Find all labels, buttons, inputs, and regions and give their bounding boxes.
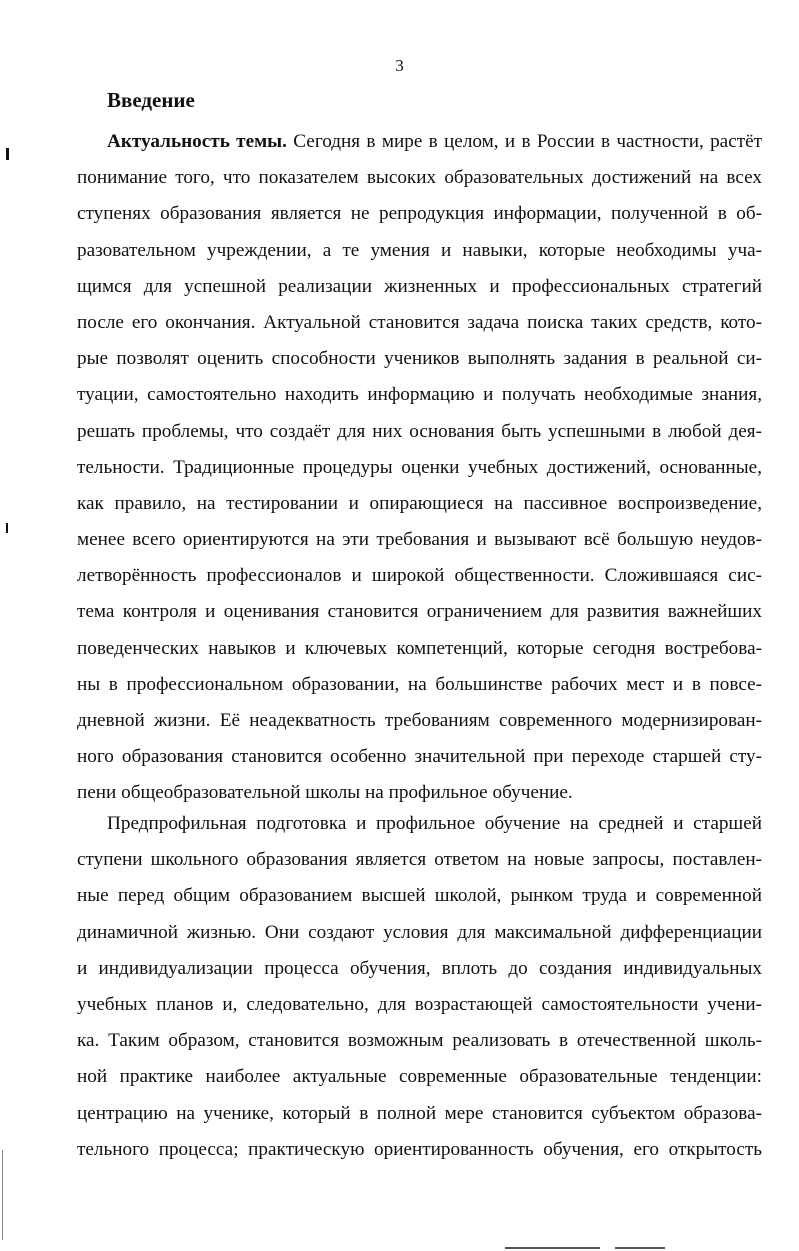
scan-mark (2, 1150, 3, 1240)
paragraph-line: летворённость профессионалов и широкой общественности. Сложившаяся сис- (77, 565, 762, 587)
lead-phrase: Актуальность темы. (107, 131, 287, 152)
paragraph-line: ка. Таким образом, становится возможным реализовать в отечественной школь- (77, 1030, 762, 1052)
paragraph-line: ны в профессиональном образовании, на большинстве рабочих мест и в повсе- (77, 673, 762, 695)
paragraph-line: поведенческих навыков и ключевых компетенций, которые сегодня востребова- (77, 637, 762, 659)
paragraph-line: менее всего ориентируются на эти требования и вызывают всё большую неудов- (77, 529, 762, 551)
paragraph-line: тельности. Традиционные процедуры оценки учебных достижений, основанные, (77, 456, 762, 478)
scan-mark (6, 523, 8, 533)
paragraph-line (77, 124, 762, 160)
paragraph-line: как правило, на тестировании и опирающиеся на пассивное воспроизведение, (77, 492, 762, 514)
paragraph-line: центрацию на ученике, который в полной мере становится субъектом образова- (77, 1102, 762, 1124)
lead-line-rest: Сегодня в мире в целом, и в России в частности, растёт (286, 131, 763, 152)
paragraph-line: ступенях образования является не репродукция информации, полученной в об- (77, 203, 762, 225)
paragraph-line: ные перед общим образованием высшей школой, рынком труда и современной (77, 885, 762, 907)
paragraph-line: тема контроля и оценивания становится ограничением для развития важнейших (77, 601, 762, 623)
page-number: 3 (395, 56, 404, 75)
section-heading: Введение (107, 88, 195, 112)
paragraph-line: разовательном учреждении, а те умения и навыки, которые необходимы уча- (77, 239, 762, 261)
paragraph-line: учебных планов и, следовательно, для возрастающей самостоятельности учени- (77, 993, 762, 1015)
scan-edge-rule (615, 1247, 665, 1249)
paragraph-line: ной практике наиболее актуальные современные образовательные тенденции: (77, 1066, 762, 1088)
paragraph-line: решать проблемы, что создаёт для них основания быть успешными в любой дея- (77, 420, 762, 442)
scan-mark (6, 148, 9, 160)
paragraph-line: понимание того, что показателем высоких образовательных достижений на всех (77, 167, 762, 189)
paragraph-profile-education (77, 806, 762, 1168)
paragraph-relevance (77, 124, 762, 812)
paragraph-line: ступени школьного образования является ответом на новые запросы, поставлен- (77, 849, 762, 871)
paragraph-line: рые позволят оценить способности учеников выполнять задания в реальной си- (77, 348, 762, 370)
paragraph-line: щимся для успешной реализации жизненных и профессиональных стратегий (77, 275, 762, 297)
paragraph-line: тельного процесса; практическую ориентированность обучения, его открытость (77, 1138, 762, 1160)
paragraph-line: динамичной жизнью. Они создают условия для максимальной дифференциации (77, 921, 762, 943)
scan-edge-rule (505, 1247, 600, 1249)
paragraph-line: пени общеобразовательной школы на профильное обучение. (77, 782, 573, 804)
paragraph-line: Предпрофильная подготовка и профильное обучение на средней и старшей (107, 813, 762, 834)
paragraph-line: после его окончания. Актуальной становится задача поиска таких средств, кото- (77, 311, 762, 333)
paragraph-line: туации, самостоятельно находить информацию и получать необходимые знания, (77, 384, 762, 406)
paragraph-line: и индивидуализации процесса обучения, вплоть до создания индивидуальных (77, 957, 762, 979)
paragraph-line: дневной жизни. Её неадекватность требованиям современного модернизирован- (77, 710, 762, 731)
paragraph-line: ного образования становится особенно значительной при переходе старшей сту- (77, 746, 762, 768)
